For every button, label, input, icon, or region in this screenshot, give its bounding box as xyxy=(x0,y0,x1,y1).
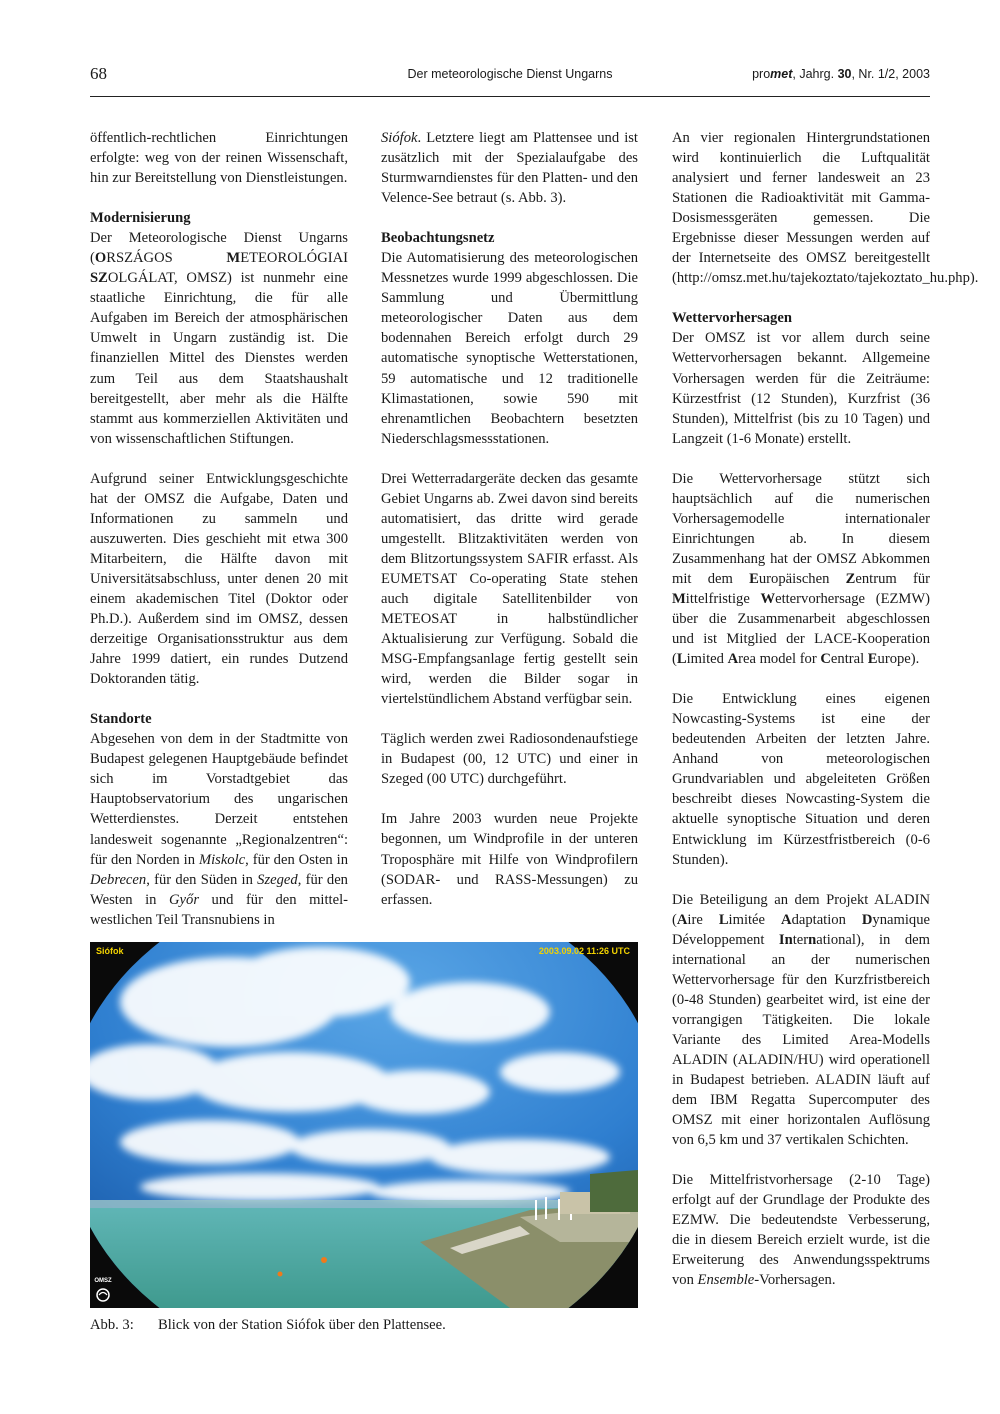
emphasis: Ensemble xyxy=(697,1272,755,1289)
text-run: daptation xyxy=(791,911,862,928)
journal-met: met xyxy=(770,67,793,81)
text-run: entrum für xyxy=(855,570,930,587)
acronym-letter: Z xyxy=(845,570,856,587)
acronym-letter: M xyxy=(226,250,241,267)
paragraph: Täglich werden zwei Radiosondenaufstiege in Budapest (00, 12 UTC) und einer in Szeged (00 UTC) durchgeführt. xyxy=(381,731,638,788)
acronym-letter: M xyxy=(672,590,686,607)
acronym-letter: E xyxy=(867,651,878,668)
acronym-letter: E xyxy=(749,570,759,587)
text-run: Die Beteiligung an dem Projekt ALADIN ( xyxy=(672,891,930,928)
text-run: Die Wettervorhersage stützt sich hauptsächlich auf die numerischen Vorhersagemodelle internationaler Einrichtungen ab. In diesem Zusammenhang hat der OMSZ Abkommen mit dem xyxy=(672,470,930,587)
text-run: -Vorhersagen. xyxy=(754,1272,836,1289)
text-run: imitée xyxy=(728,911,782,928)
paragraph: öffentlich-rechtlichen Einrichtungen erfolgte: weg von der reinen Wissenschaft, hin zur Bereitstellung von Dienstleistungen. xyxy=(90,130,348,187)
text-run: urope). xyxy=(877,651,920,668)
acronym-letter: C xyxy=(820,651,831,668)
header-rule xyxy=(90,96,930,97)
section-heading-beobachtungsnetz: Beobachtungsnetz xyxy=(381,230,495,247)
text-run: ynamique Développement xyxy=(672,911,930,948)
paragraph: Die Automatisierung des meteorologischen Messnetzes wurde 1999 abgeschlossen. Die Sammlung und Übermittlung meteorologischer Daten aus dem bodennahen Bereich erfolgt durch 29 automatische synoptische Wetterstationen, 59 automatische und 12 traditionelle Klimastationen, sowie 590 mit ehrenamtlichen Beobachtern besetzten Niederschlagsmessstationen. xyxy=(381,250,638,447)
page-number: 68 xyxy=(90,64,107,83)
text-run: Der Meteorologische Dienst Ungarns ( xyxy=(90,230,348,267)
acronym-letter: n xyxy=(808,931,817,948)
text-run: OLGÁLAT, OMSZ) ist nunmehr eine staatliche Einrichtung, die für alle Aufgaben im Bereich der atmosphärischen Umwelt in Ungarn zuständig ist. Die finanziellen Mittel des Dienstes werden zum Teil aus dem Staatshaushalt bereitgestellt, aber mehr als die Hälfte stammt aus kommerziellen Aktivitäten und von wissenschaftlichen Stiftungen. xyxy=(90,270,348,447)
figure-photo-siofok xyxy=(90,942,638,1308)
place-name: Szeged xyxy=(257,871,298,888)
place-name: Miskolc xyxy=(198,851,246,868)
text-run: , für den Westen in xyxy=(90,871,348,908)
paragraph xyxy=(672,1170,930,1290)
text-run: rea model for xyxy=(738,651,821,668)
text-run: RSZÁGOS xyxy=(106,250,227,267)
column-left xyxy=(90,128,348,950)
acronym-letter: In xyxy=(778,931,793,948)
photo-drawing xyxy=(90,942,638,1308)
text-run: Die Mittelfristvorhersage (2-10 Tage) erfolgt auf der Grundlage der Produkte des EZMW. Die bedeutendste Verbesserung, die in diesem Bereich erzielt wurde, ist die Erweiterung des Anwendungsspektrums von xyxy=(672,1172,930,1289)
paragraph xyxy=(90,228,348,449)
acronym-letter: O xyxy=(94,250,107,267)
text-run: ter xyxy=(792,931,809,948)
paragraph: An vier regionalen Hintergrundstationen wird kontinuierlich die Luftqualität analysiert und ferner landesweit an 23 Stationen die Radioaktivität mit Gamma-Dosismessgeräten gemessen. Die Ergebnisse dieser Messungen werden auf der Internetseite des OMSZ bereitgestellt (http://omsz.met.hu/tajekoztato/tajekoztato_hu.php). xyxy=(672,130,979,287)
acronym-letter: SZ xyxy=(90,270,108,287)
acronym-letter: W xyxy=(760,590,776,607)
text-run: uropäischen xyxy=(758,570,846,587)
journal-reference xyxy=(752,67,930,81)
acronym-letter: A xyxy=(727,651,739,668)
place-name: Debrecen xyxy=(90,871,147,888)
text-run: imited xyxy=(686,651,728,668)
paragraph xyxy=(672,890,930,1151)
journal-volume: 30 xyxy=(837,67,852,81)
text-run: und für den mittel-westlichen Teil Transnubiens in xyxy=(90,891,348,928)
acronym-letter: L xyxy=(676,651,687,668)
paragraph: Der OMSZ ist vor allem durch seine Wettervorhersagen bekannt. Allgemeine Vorhersagen werden für die Zeiträume: Kürzestfrist (12 Stunden), Kurzfrist (36 Stunden), Mittelfrist (bis zu 10 Tagen) und Langzeit (1-6 Monate) erstellt. xyxy=(672,330,930,447)
text-run: . Letztere liegt am Plattensee und ist zusätzlich mit der Spezialaufgabe des Sturmwarndienstes für den Platten- und den Velence-See betraut (s. Abb. 3). xyxy=(381,130,638,207)
running-title: Der meteorologische Dienst Ungarns xyxy=(407,67,613,81)
paragraph: Die Entwicklung eines eigenen Nowcasting-Systems ist eine der bedeutenden Arbeiten der letzten Jahre. Anhand von meteorologischen Grundvariablen und abgeleiteten Größen beschreibt dieses Nowcasting-System die aktuelle synoptische Situation und deren Entwicklung im Kürzestfristbereich (0-6 Stunden). xyxy=(672,691,930,868)
column-middle xyxy=(381,128,638,930)
acronym-letter: D xyxy=(861,911,873,928)
paragraph: Drei Wetterradargeräte decken das gesamte Gebiet Ungarns ab. Zwei davon sind bereits automatisiert, das dritte wird gerade umgestellt. Blitzaktivitäten werden von dem Blitzortungssystem SAFIR erfasst. Als EUMETSAT Co-operating State stehen auch digitale Satellitenbilder von METEOSAT in halbstündlicher Aktualisierung zur Verfügung. Sobald die MSG-Empfangsanlage fertig gestellt sein wird, werden die Bilder sogar in viertelstündlichem Abstand verfügbar sein. xyxy=(381,470,638,708)
section-heading-modernisierung: Modernisierung xyxy=(90,210,191,227)
section-heading-standorte: Standorte xyxy=(90,711,152,728)
text-run: ational), in dem international an der numerischen Wettervorhersage für den Kurzfristbereich (0-48 Stunden) gearbeitet wird, ist eine der vorrangigen Tätigkeiten. Die lokale Variante des Limited Area-Modells ALADIN (ALADIN/HU) wird operationell in Budapest betrieben. ALADIN läuft auf dem IBM Regatta Supercomputer des OMSZ mit einer horizontalen Auflösung von 6,5 km und 37 vertikalen Schichten. xyxy=(672,931,930,1149)
paragraph xyxy=(381,128,638,208)
column-right xyxy=(672,128,979,1310)
omsz-logo xyxy=(94,1278,112,1304)
place-name: Győr xyxy=(169,891,199,908)
text-run: ittelfristige xyxy=(685,590,761,607)
paragraph: Im Jahre 2003 wurden neue Projekte begonnen, um Windprofile in der unteren Troposphäre mit Hilfe von Windprofilern (SODAR- und RASS-Messungen) zu erfassen. xyxy=(381,811,638,908)
photo-timestamp: 2003.09.02 11:26 UTC xyxy=(538,946,630,956)
journal-mid: , Jahrg. xyxy=(792,67,838,81)
photo-location-label: Siófok xyxy=(96,946,124,956)
acronym-letter: L xyxy=(718,911,729,928)
paragraph xyxy=(90,729,348,929)
text-run: , für den Süden in xyxy=(146,871,258,888)
acronym-letter: A xyxy=(676,911,688,928)
caption-text: Blick von der Station Siófok über den Plattensee. xyxy=(158,1317,446,1333)
text-run: , für den Osten in xyxy=(245,851,348,868)
text-run: entral xyxy=(830,651,868,668)
omsz-logo-text: OMSZ xyxy=(94,1278,112,1284)
paragraph: Aufgrund seiner Entwicklungsgeschichte hat der OMSZ die Aufgabe, Daten und Informationen zu sammeln und auszuwerten. Dies geschieht mit etwa 300 Mitarbeitern, die Hälfte davon mit Universitätsabschluss, unter denen 20 mit einem akademischen Titel (Doktor oder Ph.D.). Außerdem sind im OMSZ, dessen derzeitige Organisationsstruktur aus dem Jahre 1999 datiert, ein rundes Dutzend Doktoranden tätig. xyxy=(90,470,348,688)
journal-prefix: pro xyxy=(752,67,771,81)
text-run: ETEOROLÓGIAI xyxy=(240,250,348,267)
text-run: Abgesehen von dem in der Stadtmitte von Budapest gelegenen Hauptgebäude befindet sich im Vorstadtgebiet das Hauptobservatorium des ungarischen Wetterdienstes. Derzeit entstehen landesweit sogenannte „Regionalzentren“: für den Norden in xyxy=(90,731,348,868)
acronym-letter: A xyxy=(781,911,792,928)
page-header xyxy=(90,64,930,86)
caption-label: Abb. 3: xyxy=(90,1317,134,1333)
paragraph xyxy=(672,469,930,669)
place-name: Siófok xyxy=(381,130,418,146)
journal-suffix: , Nr. 1/2, 2003 xyxy=(851,67,930,81)
section-heading-wettervorhersagen: Wettervorhersagen xyxy=(672,310,792,327)
text-run: ettervorhersage (EZMW) über die Zusammenarbeit abgeschlossen und ist Mitglied der LACE-Kooperation ( xyxy=(672,590,931,668)
text-run: ire xyxy=(687,911,719,928)
